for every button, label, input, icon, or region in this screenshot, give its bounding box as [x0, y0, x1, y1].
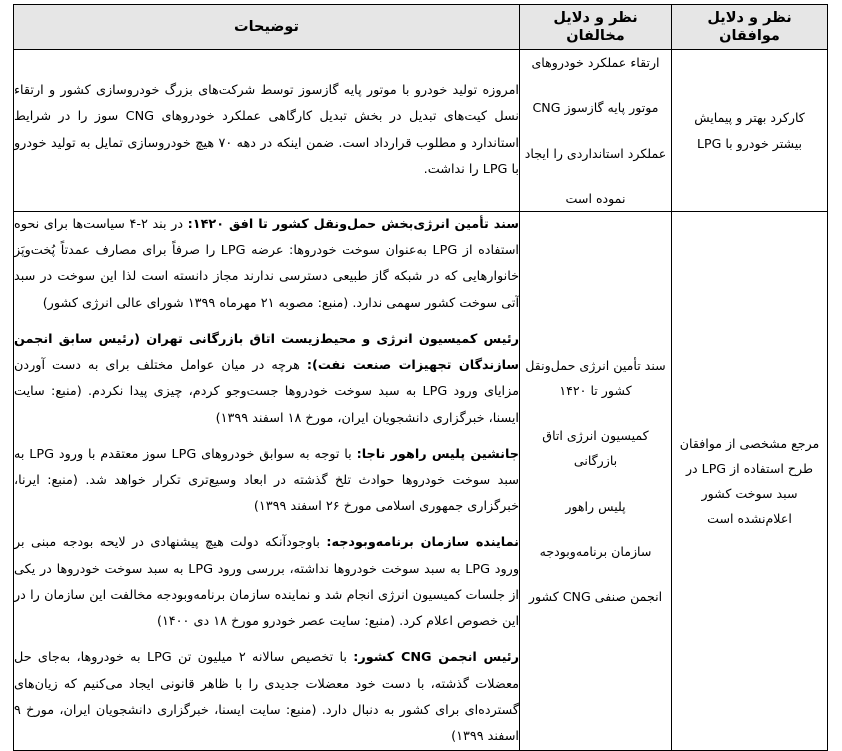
table-body: [14, 50, 828, 751]
opponent-line: سند تأمین انرژی حمل‌ونقل: [525, 357, 666, 373]
opponent-line: انجمن صنفی CNG کشور: [528, 589, 663, 605]
description-lead: رئیس کمیسیون انرژی و محیط‌زیست اتاق بازرگانی تهران (رئیس سابق انجمن سازندگان تجهیزات صنعت نفت):: [14, 331, 519, 374]
opponent-line: عملکرد استانداردی را ایجاد: [524, 145, 667, 161]
opponent-entry: [520, 494, 671, 519]
cell-description: [14, 212, 520, 751]
opponent-line: بازرگانی: [573, 453, 618, 469]
opponent-entry: [520, 50, 671, 75]
description-lead: سند تأمین انرژی‌بخش حمل‌ونقل کشور تا افق ۱۴۲۰:: [187, 217, 519, 232]
table-container: [14, 4, 828, 751]
opponent-entry: [520, 141, 671, 166]
proponent-line: مرجع مشخصی از موافقان: [679, 435, 820, 451]
proponent-line: اعلام‌نشده است: [707, 511, 792, 527]
description-lead: جانشین پلیس راهور ناجا:: [356, 446, 519, 462]
column-header-opponents-label: نظر و دلایل مخالفان: [553, 10, 638, 45]
description-paragraph: [14, 327, 519, 432]
proponent-line: کارکرد بهتر و پیمایش: [694, 110, 805, 126]
comparison-table: [13, 4, 828, 751]
description-paragraph: [14, 442, 519, 521]
column-header-proponents: [672, 5, 828, 50]
opponent-entry: [520, 584, 671, 609]
table-row: [14, 50, 828, 212]
opponent-entry: [520, 539, 671, 564]
opponent-entry: [520, 353, 671, 403]
proponent-line: طرح استفاده از LPG در: [685, 460, 814, 476]
proponent-line: بیشتر خودرو با LPG: [696, 135, 803, 151]
description-lead: رئیس انجمن CNG کشور:: [353, 650, 519, 666]
proponent-line: سبد سوخت کشور: [701, 486, 798, 502]
column-header-proponents-label: نظر و دلایل موافقان: [707, 10, 792, 45]
description-body: با توجه به سوابق خودروهای LPG سوز معتقدم با ورود LPG به سبد سوخت خودروها حوادث تلخ گذشته در ابعاد وسیع‌تری تکرار خواهد شد. (منبع: ایرنا، خبرگزاری جمهوری اسلامی مورخ ۲۶ اسفند ۱۳۹۹): [14, 446, 519, 515]
description-paragraph: [14, 212, 519, 317]
description-body: با تخصیص سالانه ۲ میلیون تن LPG به خودروها، به‌جای حل معضلات گذشته، با دست خود معضلات جدیدی را با ظاهر قانونی ایجاد می‌کنیم که زیان‌های گسترده‌ای برای کشور به دنبال دارد. (منبع: سایت ایسنا، خبرگزاری دانشجویان ایران، مورخ ۹ اسفند ۱۳۹۹): [14, 650, 519, 744]
cell-description: [14, 50, 520, 212]
description-body: باوجودآنکه دولت هیچ پیشنهادی در لایحه بودجه مبنی بر ورود LPG به سبد سوخت خودروها نداشته، بررسی ورود LPG به سبد سوخت خودروها در یکی از جلسات کمیسیون انرژی انجام شد و نماینده سازمان برنامه‌وبودجه مخالفت این سازمان را در این خصوص اعلام کرد. (منبع: سایت عصر خودرو مورخ ۱۸ دی ۱۴۰۰): [14, 535, 520, 630]
cell-opponents: [520, 50, 672, 212]
cell-proponents: [672, 50, 828, 212]
description-paragraph: [14, 645, 519, 750]
opponent-line: سازمان برنامه‌وبودجه: [539, 543, 652, 559]
opponent-line: نموده است: [565, 190, 626, 206]
description-body: در بند ۲-۴ سیاست‌ها برای نحوه استفاده از LPG به‌عنوان سوخت خودروها: عرضه LPG را صرفاً برای مصارف عمدتاً پُخت‌وپَز خانوارهایی که در شبکه گاز طبیعی دسترسی ندارند مجاز دانسته است لذا این سوخت در سبد آتی سوخت کشور سهمی ندارد. (منبع: مصوبه ۲۱ مهرماه ۱۳۹۹ شورای عالی انرژی کشور): [14, 217, 519, 311]
description-paragraph: [14, 530, 519, 635]
table-row: [14, 212, 828, 751]
description-paragraph: [14, 78, 519, 183]
cell-proponents: [672, 212, 828, 751]
column-header-opponents: [520, 5, 672, 50]
opponent-line: پلیس راهور: [565, 498, 626, 514]
column-header-description: [14, 5, 520, 50]
description-lead: نماینده سازمان برنامه‌وبودجه:: [326, 535, 519, 551]
opponent-entry: [520, 186, 671, 211]
column-header-description-label: توضیحات: [234, 19, 299, 36]
header-row: [14, 5, 828, 50]
opponent-entry: [520, 423, 671, 473]
opponent-entry: [520, 95, 671, 120]
table-header: [14, 5, 828, 50]
description-body: امروزه تولید خودرو با موتور پایه گازسوز توسط شرکت‌های بزرگ خودروسازی کشور و ارتقاء نسل کیت‌های تبدیل در بخش تبدیل کارگاهی عملکرد خودروهای CNG سوز را در شرایط استاندارد و مطلوب قرارداد است. ضمن اینکه در دهه ۷۰ هیچ خودروسازی تمایل به تولید خودرو با LPG را نداشت.: [14, 83, 519, 177]
opponent-line: کشور تا ۱۴۲۰: [559, 383, 632, 399]
opponent-line: موتور پایه گازسوز CNG: [532, 100, 659, 116]
opponent-line: ارتقاء عملکرد خودروهای: [531, 55, 660, 71]
description-body: هرچه در میان عوامل مختلف برای به دست آوردن مزایای ورود LPG به سبد سوخت خودروها جست‌وجو کردم، چیزی پیدا نکردم. (منبع: سایت ایسنا، خبرگزاری دانشجویان ایران، مورخ ۱۸ اسفند ۱۳۹۹): [14, 358, 519, 426]
opponent-line: کمیسیون انرژی اتاق: [542, 428, 649, 444]
cell-opponents: [520, 212, 672, 751]
